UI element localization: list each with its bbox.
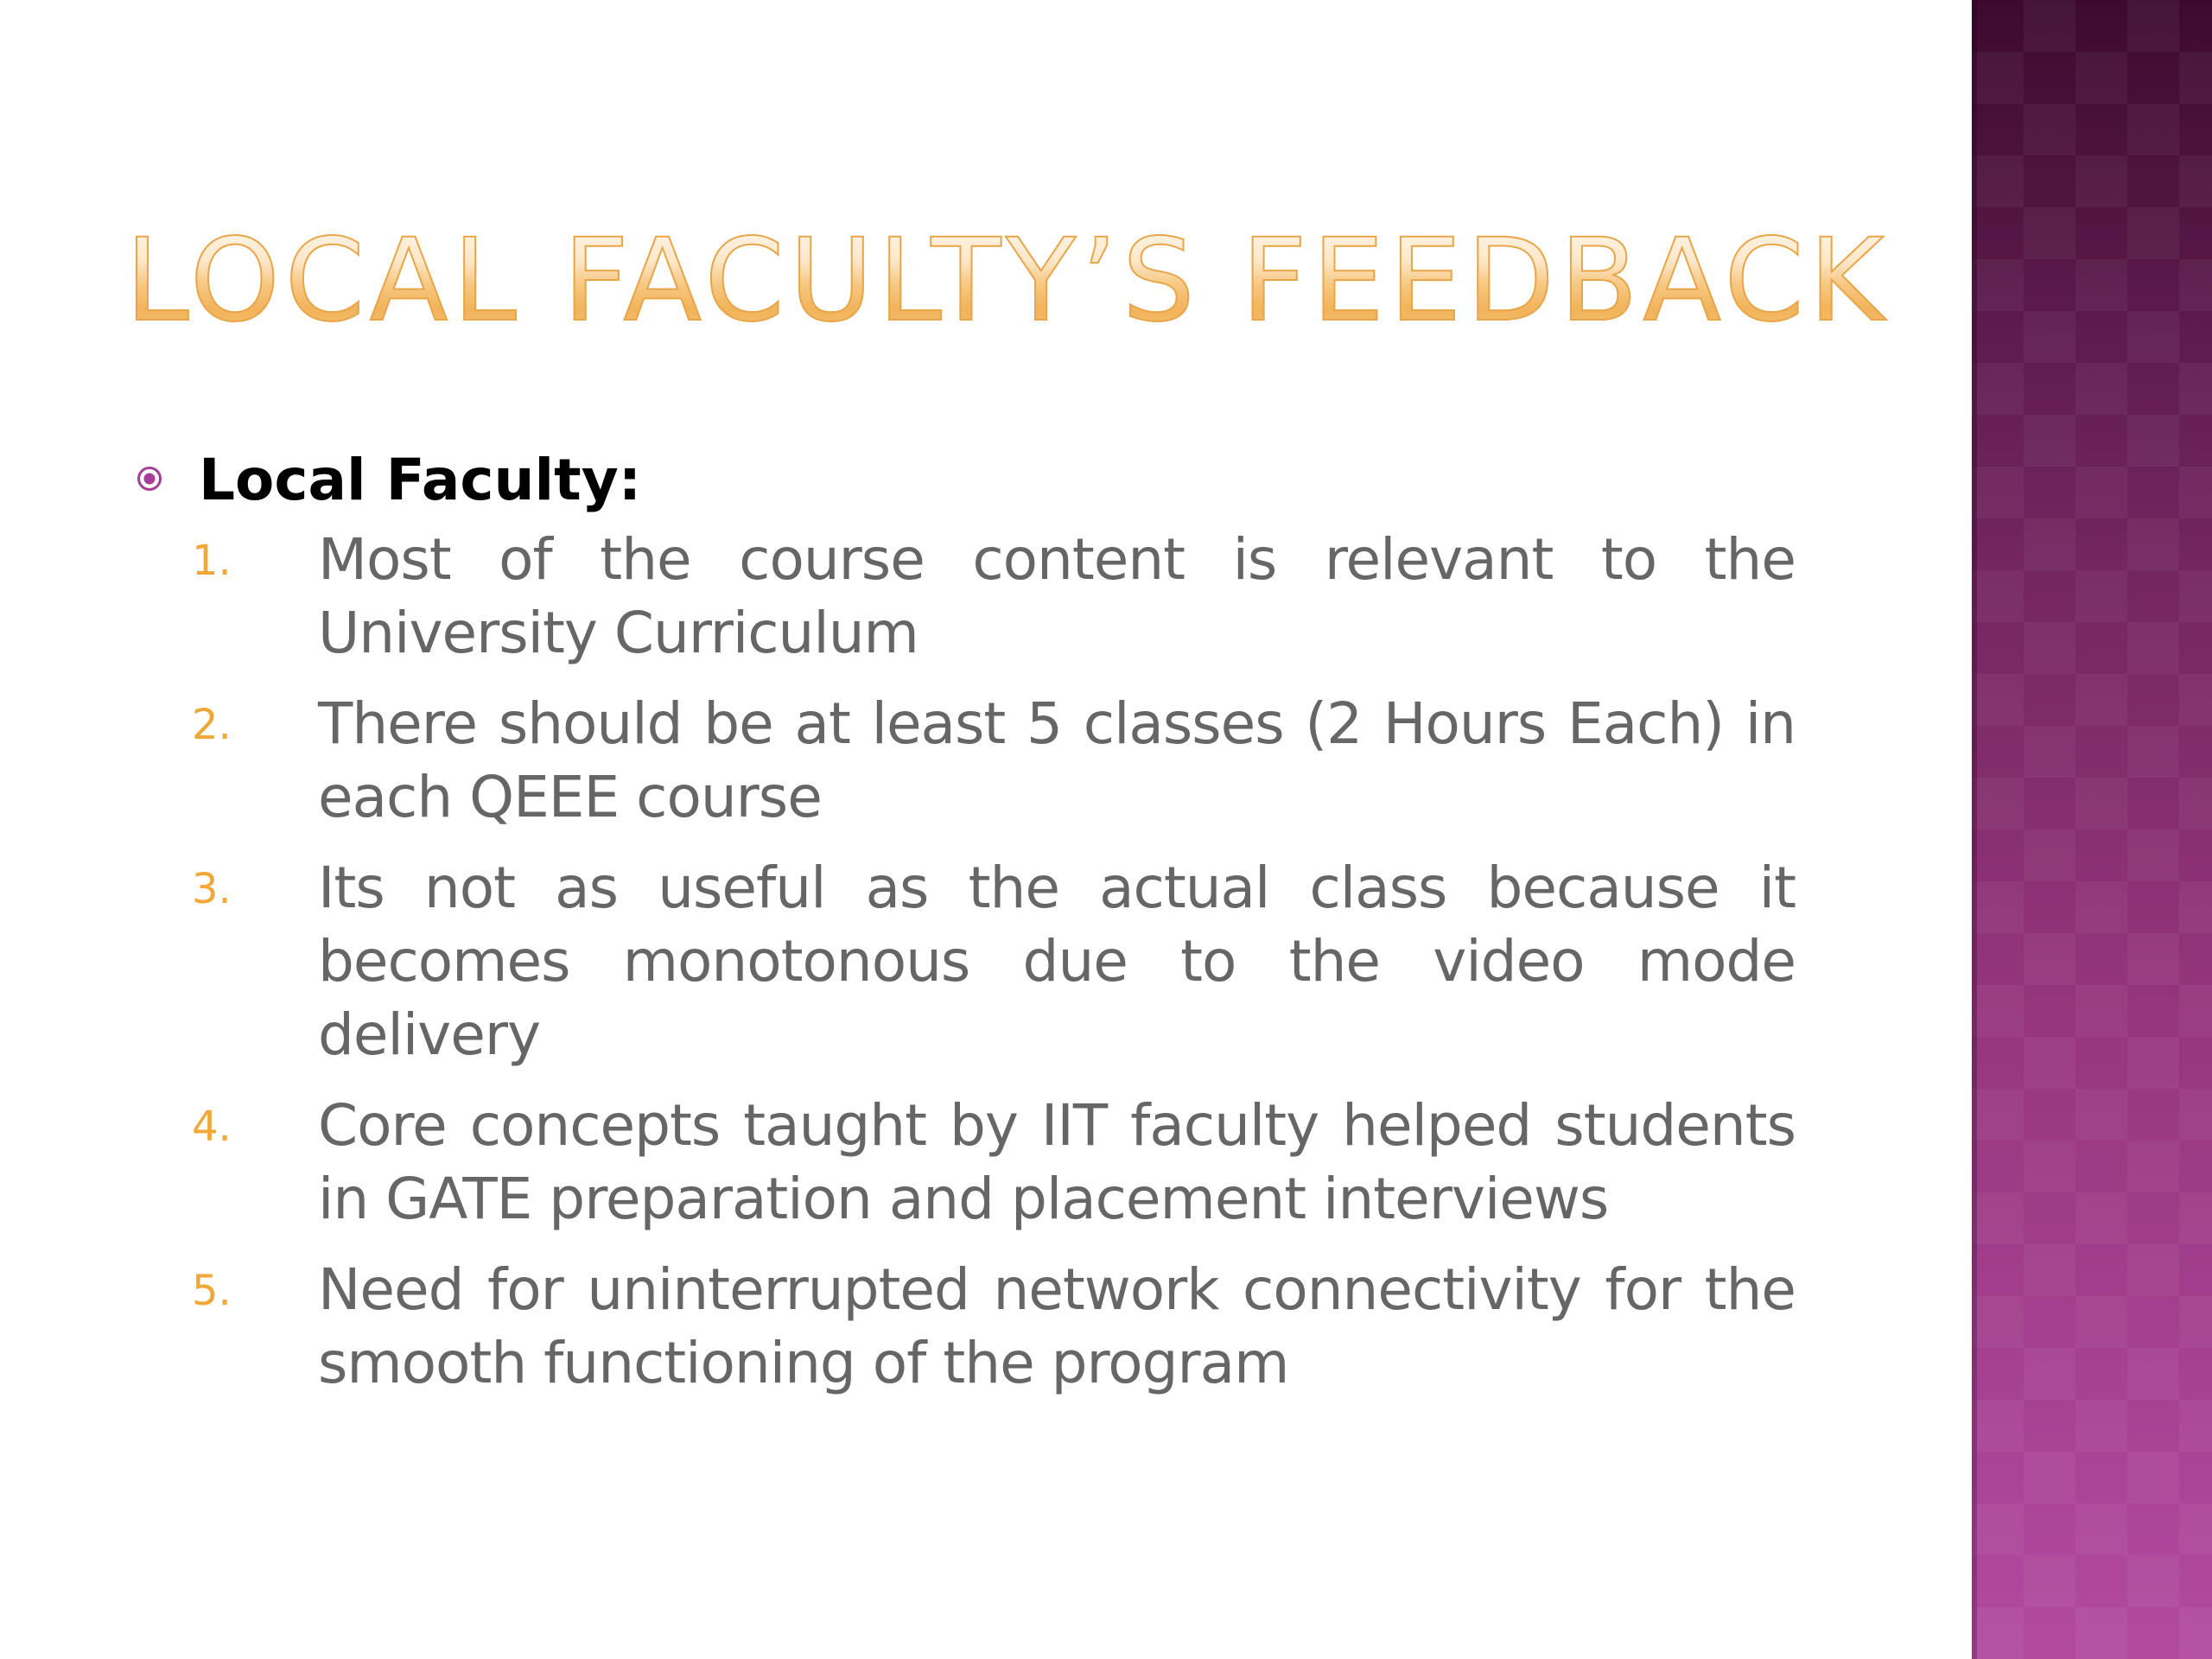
side-band-edge [1972,0,1977,1659]
list-item [130,1089,1858,1236]
item-text: There should be at least 5 classes (2 Hours Each) in each QEEE course [318,690,1796,830]
list-item [130,851,1858,1071]
circle-dot-icon [137,466,162,492]
list-item [130,1253,1858,1400]
item-number: 1. [192,537,232,585]
section-heading: Local Faculty: [199,447,642,513]
item-number: 2. [192,701,232,749]
item-text: Need for uninterrupted network connectivity for the smooth functioning of the program [318,1256,1796,1396]
item-text: Its not as useful as the actual class because it becomes monotonous due to the video mode delivery [318,855,1796,1068]
item-text: Most of the course content is relevant to the University Curriculum [318,526,1796,666]
feedback-list [130,523,1858,1400]
diamond-pattern [1972,0,2212,1659]
slide-title: LOCAL FACULTY’S FEEDBACK [125,216,1897,346]
item-text: Core concepts taught by IIT faculty helped students in GATE preparation and placement interviews [318,1092,1796,1232]
slide-content [130,436,1858,1417]
list-item [130,523,1858,670]
list-item [130,687,1858,834]
bullet-heading-row [130,436,1858,523]
item-number: 4. [192,1103,232,1151]
item-number: 3. [192,865,232,913]
decorative-side-band [1972,0,2212,1659]
item-number: 5. [192,1267,232,1315]
